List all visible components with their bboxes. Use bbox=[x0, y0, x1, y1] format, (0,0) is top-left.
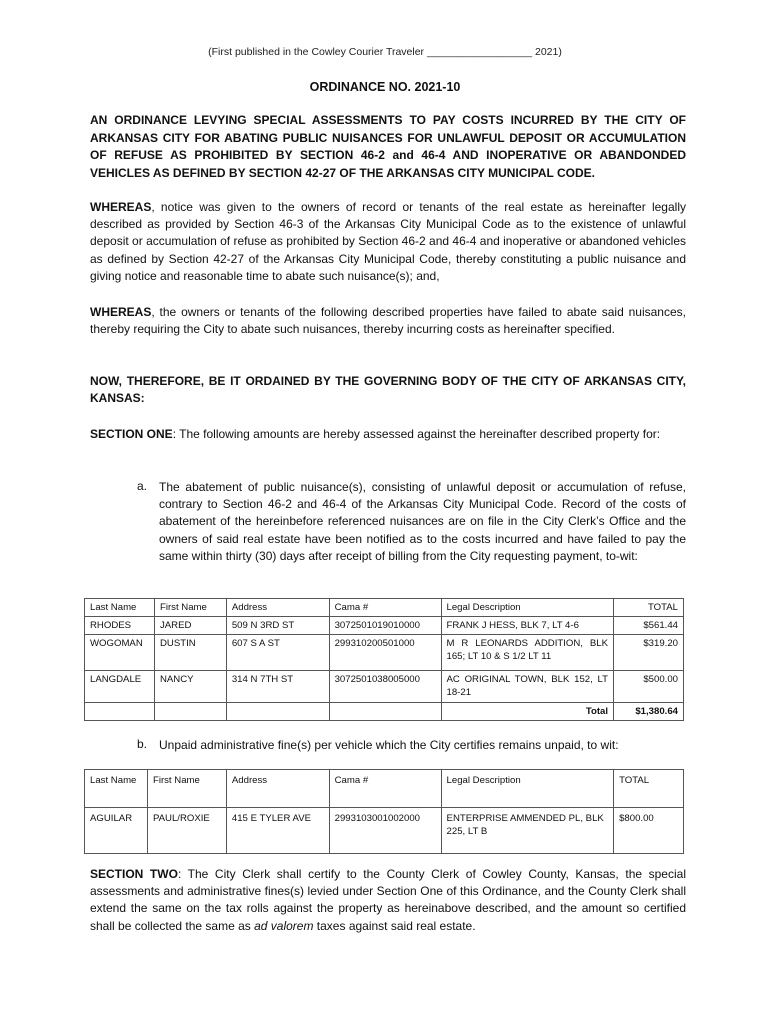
header-cell: Cama # bbox=[329, 599, 441, 617]
legal-description-cell: M R LEONARDS ADDITION, BLK 165; LT 10 & S 1/2 LT 11 bbox=[441, 635, 614, 671]
empty-cell bbox=[85, 703, 155, 721]
empty-cell bbox=[329, 703, 441, 721]
item-b-text: Unpaid administrative fine(s) per vehicle which the City certifies remains unpaid, to wit: bbox=[159, 738, 619, 752]
header-cell: Legal Description bbox=[441, 599, 614, 617]
header-cell: Legal Description bbox=[441, 770, 614, 808]
table-row bbox=[85, 671, 684, 703]
legal-description-cell: ENTERPRISE AMMENDED PL, BLK 225, LT B bbox=[441, 808, 614, 854]
section-one-lead: SECTION ONE bbox=[90, 427, 173, 441]
table-row bbox=[85, 617, 684, 635]
section-two-text: : The City Clerk shall certify to the County Clerk of Cowley County, Kansas, the special assessments and administrative fines(s) levied under Section One of this Ordinance, and the County Clerk shall extend the same on the tax rolls against the property as hereinabove described, and the amount so certified shall be collected the same as bbox=[90, 867, 686, 933]
section-two-lead: SECTION TWO bbox=[90, 867, 178, 881]
whereas-paragraph-1 bbox=[90, 199, 686, 285]
total-label-cell: Total bbox=[441, 703, 614, 721]
table-total-row bbox=[85, 703, 684, 721]
first-name-cell: JARED bbox=[154, 617, 226, 635]
table-header-row bbox=[85, 770, 684, 808]
cama-cell: 3072501038005000 bbox=[329, 671, 441, 703]
section-two-text-end: taxes against said real estate. bbox=[313, 918, 476, 933]
whereas-lead: WHEREAS bbox=[90, 200, 152, 214]
last-name-cell: WOGOMAN bbox=[85, 635, 155, 671]
header-cell: Address bbox=[226, 770, 329, 808]
ordained-clause: NOW, THEREFORE, BE IT ORDAINED BY THE GOVERNING BODY OF THE CITY OF ARKANSAS CITY, KANSAS: bbox=[90, 374, 686, 406]
first-name-cell: NANCY bbox=[154, 671, 226, 703]
nuisance-assessment-table bbox=[84, 598, 684, 721]
header-cell: First Name bbox=[147, 770, 226, 808]
cama-cell: 2993103001002000 bbox=[329, 808, 441, 854]
grand-total-cell: $1,380.64 bbox=[614, 703, 684, 721]
table-row bbox=[85, 808, 684, 854]
address-cell: 314 N 7TH ST bbox=[226, 671, 329, 703]
fine-assessment-table bbox=[84, 769, 684, 854]
header-cell: Last Name bbox=[85, 770, 148, 808]
whereas-text: , the owners or tenants of the following described properties have failed to abate said nuisances, thereby requiring the City to abate such nuisances, thereby incurring costs as hereinafter specified. bbox=[90, 305, 686, 337]
header-cell: Address bbox=[226, 599, 329, 617]
item-a-letter: a. bbox=[137, 479, 148, 493]
header-cell: TOTAL bbox=[614, 599, 684, 617]
first-name-cell: DUSTIN bbox=[154, 635, 226, 671]
last-name-cell: LANGDALE bbox=[85, 671, 155, 703]
section-one-paragraph bbox=[90, 426, 686, 443]
header-cell: Cama # bbox=[329, 770, 441, 808]
legal-description-cell: AC ORIGINAL TOWN, BLK 152, LT 18-21 bbox=[441, 671, 614, 703]
publication-note: (First published in the Cowley Courier Traveler __________________ 2021) bbox=[208, 46, 562, 58]
legal-description-cell: FRANK J HESS, BLK 7, LT 4-6 bbox=[441, 617, 614, 635]
ordinance-caption: AN ORDINANCE LEVYING SPECIAL ASSESSMENTS TO PAY COSTS INCURRED BY THE CITY OF ARKANSAS CITY FOR ABATING PUBLIC NUISANCES FOR UNLAWFUL DEPOSIT OR ACCUMULATION OF REFUSE AS PROHIBITED BY SECTION 46-2 and 46-4 AND INOPERATIVE OR ABANDONDED VEHICLES AS DEFINED BY SECTION 42-27 OF THE ARKANSAS CITY MUNICIPAL CODE. bbox=[90, 113, 686, 180]
ordinance-title: ORDINANCE NO. 2021-10 bbox=[309, 80, 461, 94]
last-name-cell: AGUILAR bbox=[85, 808, 148, 854]
whereas-lead: WHEREAS bbox=[90, 305, 152, 319]
item-a-text: The abatement of public nuisance(s), consisting of unlawful deposit or accumulation of refuse, contrary to Section 46-2 and 46-4 of the Arkansas City Municipal Code. Record of the costs of abatement of the hereinbefore referenced nuisances are on file in the City Clerk’s Office and the owners of said real estate have been notified as to the costs incurred and have failed to pay the same within thirty (30) days after receipt of billing from the City requesting payment, to-wit: bbox=[159, 480, 686, 563]
header-cell: First Name bbox=[154, 599, 226, 617]
section-one-text: : The following amounts are hereby assessed against the hereinafter described property for: bbox=[172, 427, 661, 441]
table-header-row bbox=[85, 599, 684, 617]
empty-cell bbox=[154, 703, 226, 721]
header-cell: TOTAL bbox=[614, 770, 684, 808]
address-cell: 509 N 3RD ST bbox=[226, 617, 329, 635]
first-name-cell: PAUL/ROXIE bbox=[147, 808, 226, 854]
last-name-cell: RHODES bbox=[85, 617, 155, 635]
empty-cell bbox=[226, 703, 329, 721]
total-cell: $561.44 bbox=[614, 617, 684, 635]
whereas-paragraph-2 bbox=[90, 304, 686, 338]
section-two-paragraph bbox=[90, 866, 686, 935]
cama-cell: 299310200501000 bbox=[329, 635, 441, 671]
address-cell: 415 E TYLER AVE bbox=[226, 808, 329, 854]
total-cell: $500.00 bbox=[614, 671, 684, 703]
address-cell: 607 S A ST bbox=[226, 635, 329, 671]
header-cell: Last Name bbox=[85, 599, 155, 617]
table-row bbox=[85, 635, 684, 671]
total-cell: $800.00 bbox=[614, 808, 684, 854]
item-b-letter: b. bbox=[137, 737, 148, 751]
cama-cell: 3072501019010000 bbox=[329, 617, 441, 635]
whereas-text: , notice was given to the owners of record or tenants of the real estate as hereinafter legally described as provided by Section 46-3 of the Arkansas City Municipal Code as to the existence of unlawful deposit or accumulation of refuse as prohibited by Section 46-2 and 46-4 and inoperative or abandoned vehicles as defined by Section 42-27 of the Arkansas City Municipal Code, thereby constituting a public nuisance and giving notice and reasonable time to abate such nuisance(s); and, bbox=[90, 200, 686, 283]
ad-valorem-term: ad valorem bbox=[254, 918, 314, 933]
total-cell: $319.20 bbox=[614, 635, 684, 671]
